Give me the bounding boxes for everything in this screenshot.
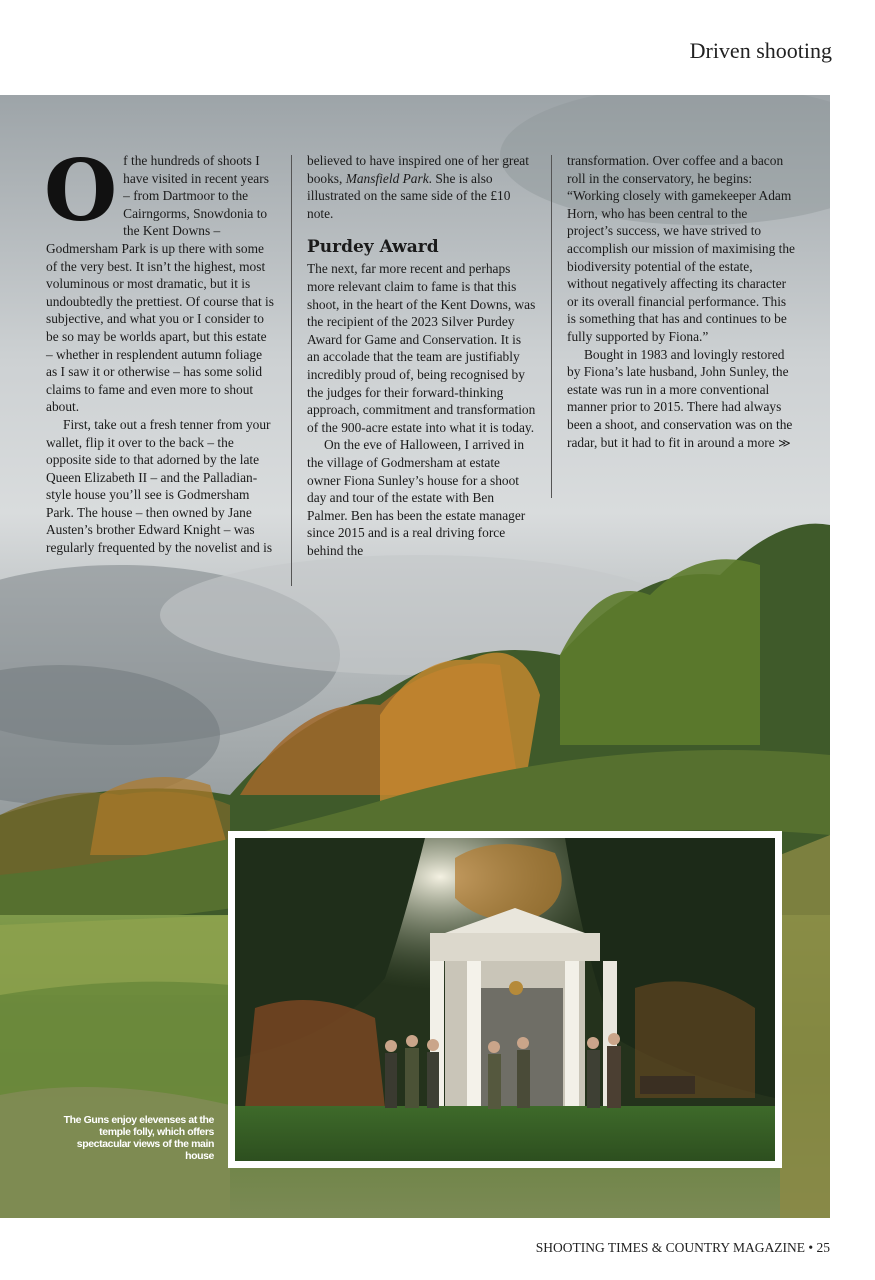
section-title: Driven shooting <box>689 38 832 63</box>
subheading-purdey-award: Purdey Award <box>307 237 439 258</box>
footer-separator: • <box>808 1240 814 1255</box>
book-title: Mansfield Park <box>345 170 429 186</box>
continue-arrow-icon: ≫ <box>778 435 791 450</box>
intro-paragraph: f the hundreds of shoots I have visited in recent years – from Dartmoor to the Cairngorms, Snowdonia to the Kent Downs – Godmersham Park is up there with some of the very best. It isn’t the highest, most voluminous or most dramatic, but it is undoubtedly the prettiest. Of course that is subjective, and what you or I consider to be so may be worlds apart, but this estate – whether in resplendent autumn foliage as I saw it or otherwise – has some solid claims to fame and even more to shout about. <box>46 153 274 415</box>
paragraph-purdey: The next, far more recent and perhaps more relevant claim to fame is that this shoot, in the heart of the Kent Downs, was the recipient of the 2023 Silver Purdey Award for Game and Conservation. It is an accolade that the team are justifiably incredibly proud of, being recognised by the judges for their forward-thinking approach, commitment and transformation of the 900-acre estate into what it is today. <box>307 261 536 435</box>
drop-cap: O <box>44 141 118 240</box>
page-footer <box>536 1240 830 1256</box>
paragraph-austen-b: . She is also illustrated on the same side of the £10 note. <box>307 170 511 221</box>
inset-photo-frame <box>228 831 782 1168</box>
temple-folly-photo <box>235 838 775 1161</box>
article-column-3 <box>567 152 795 452</box>
paragraph-austen-a: believed to have inspired one of her great books, <box>307 153 529 186</box>
magazine-name: SHOOTING TIMES & COUNTRY MAGAZINE <box>535 1240 806 1255</box>
paragraph-halloween: On the eve of Halloween, I arrived in the village of Godmersham at estate owner Fiona Sunley’s house for a shoot day and tour of the estate with Ben Palmer. Ben has been the estate manager since 2015 and is a real driving force behind the <box>307 437 526 558</box>
article-column-2 <box>307 152 536 559</box>
column-rule-1 <box>291 155 292 586</box>
paragraph-tenner: First, take out a fresh tenner from your wallet, flip it over to the back – the opposite side to that adorned by the late Queen Elizabeth II – and the Palladian-style house you’ll see is Godmersham Park. The house – then owned by Jane Austen’s brother Edward Knight – was regularly frequented by the novelist and is <box>46 416 273 556</box>
page-number: 25 <box>816 1240 830 1255</box>
paragraph-history: Bought in 1983 and lovingly restored by Fiona’s late husband, John Sunley, the estate was run in a more conventional manner prior to 2015. There had always been a shoot, and conservation was on the radar, but it had to fit in around a more <box>567 346 793 450</box>
article-column-1 <box>44 141 274 557</box>
column-rule-2 <box>551 155 552 498</box>
paragraph-transformation: transformation. Over coffee and a bacon roll in the conservatory, he begins: “Working closely with gamekeeper Adam Horn, who has been central to the project’s success, we have strived to accomplish our mission of maximising the biodiversity potential of the estate, without negatively affecting its character or its overall financial performance. This is something that has and continues to be fully supported by Fiona.” <box>567 153 795 344</box>
photo-caption: The Guns enjoy elevenses at the temple folly, which offers spectacular views of the main house <box>63 1114 214 1162</box>
